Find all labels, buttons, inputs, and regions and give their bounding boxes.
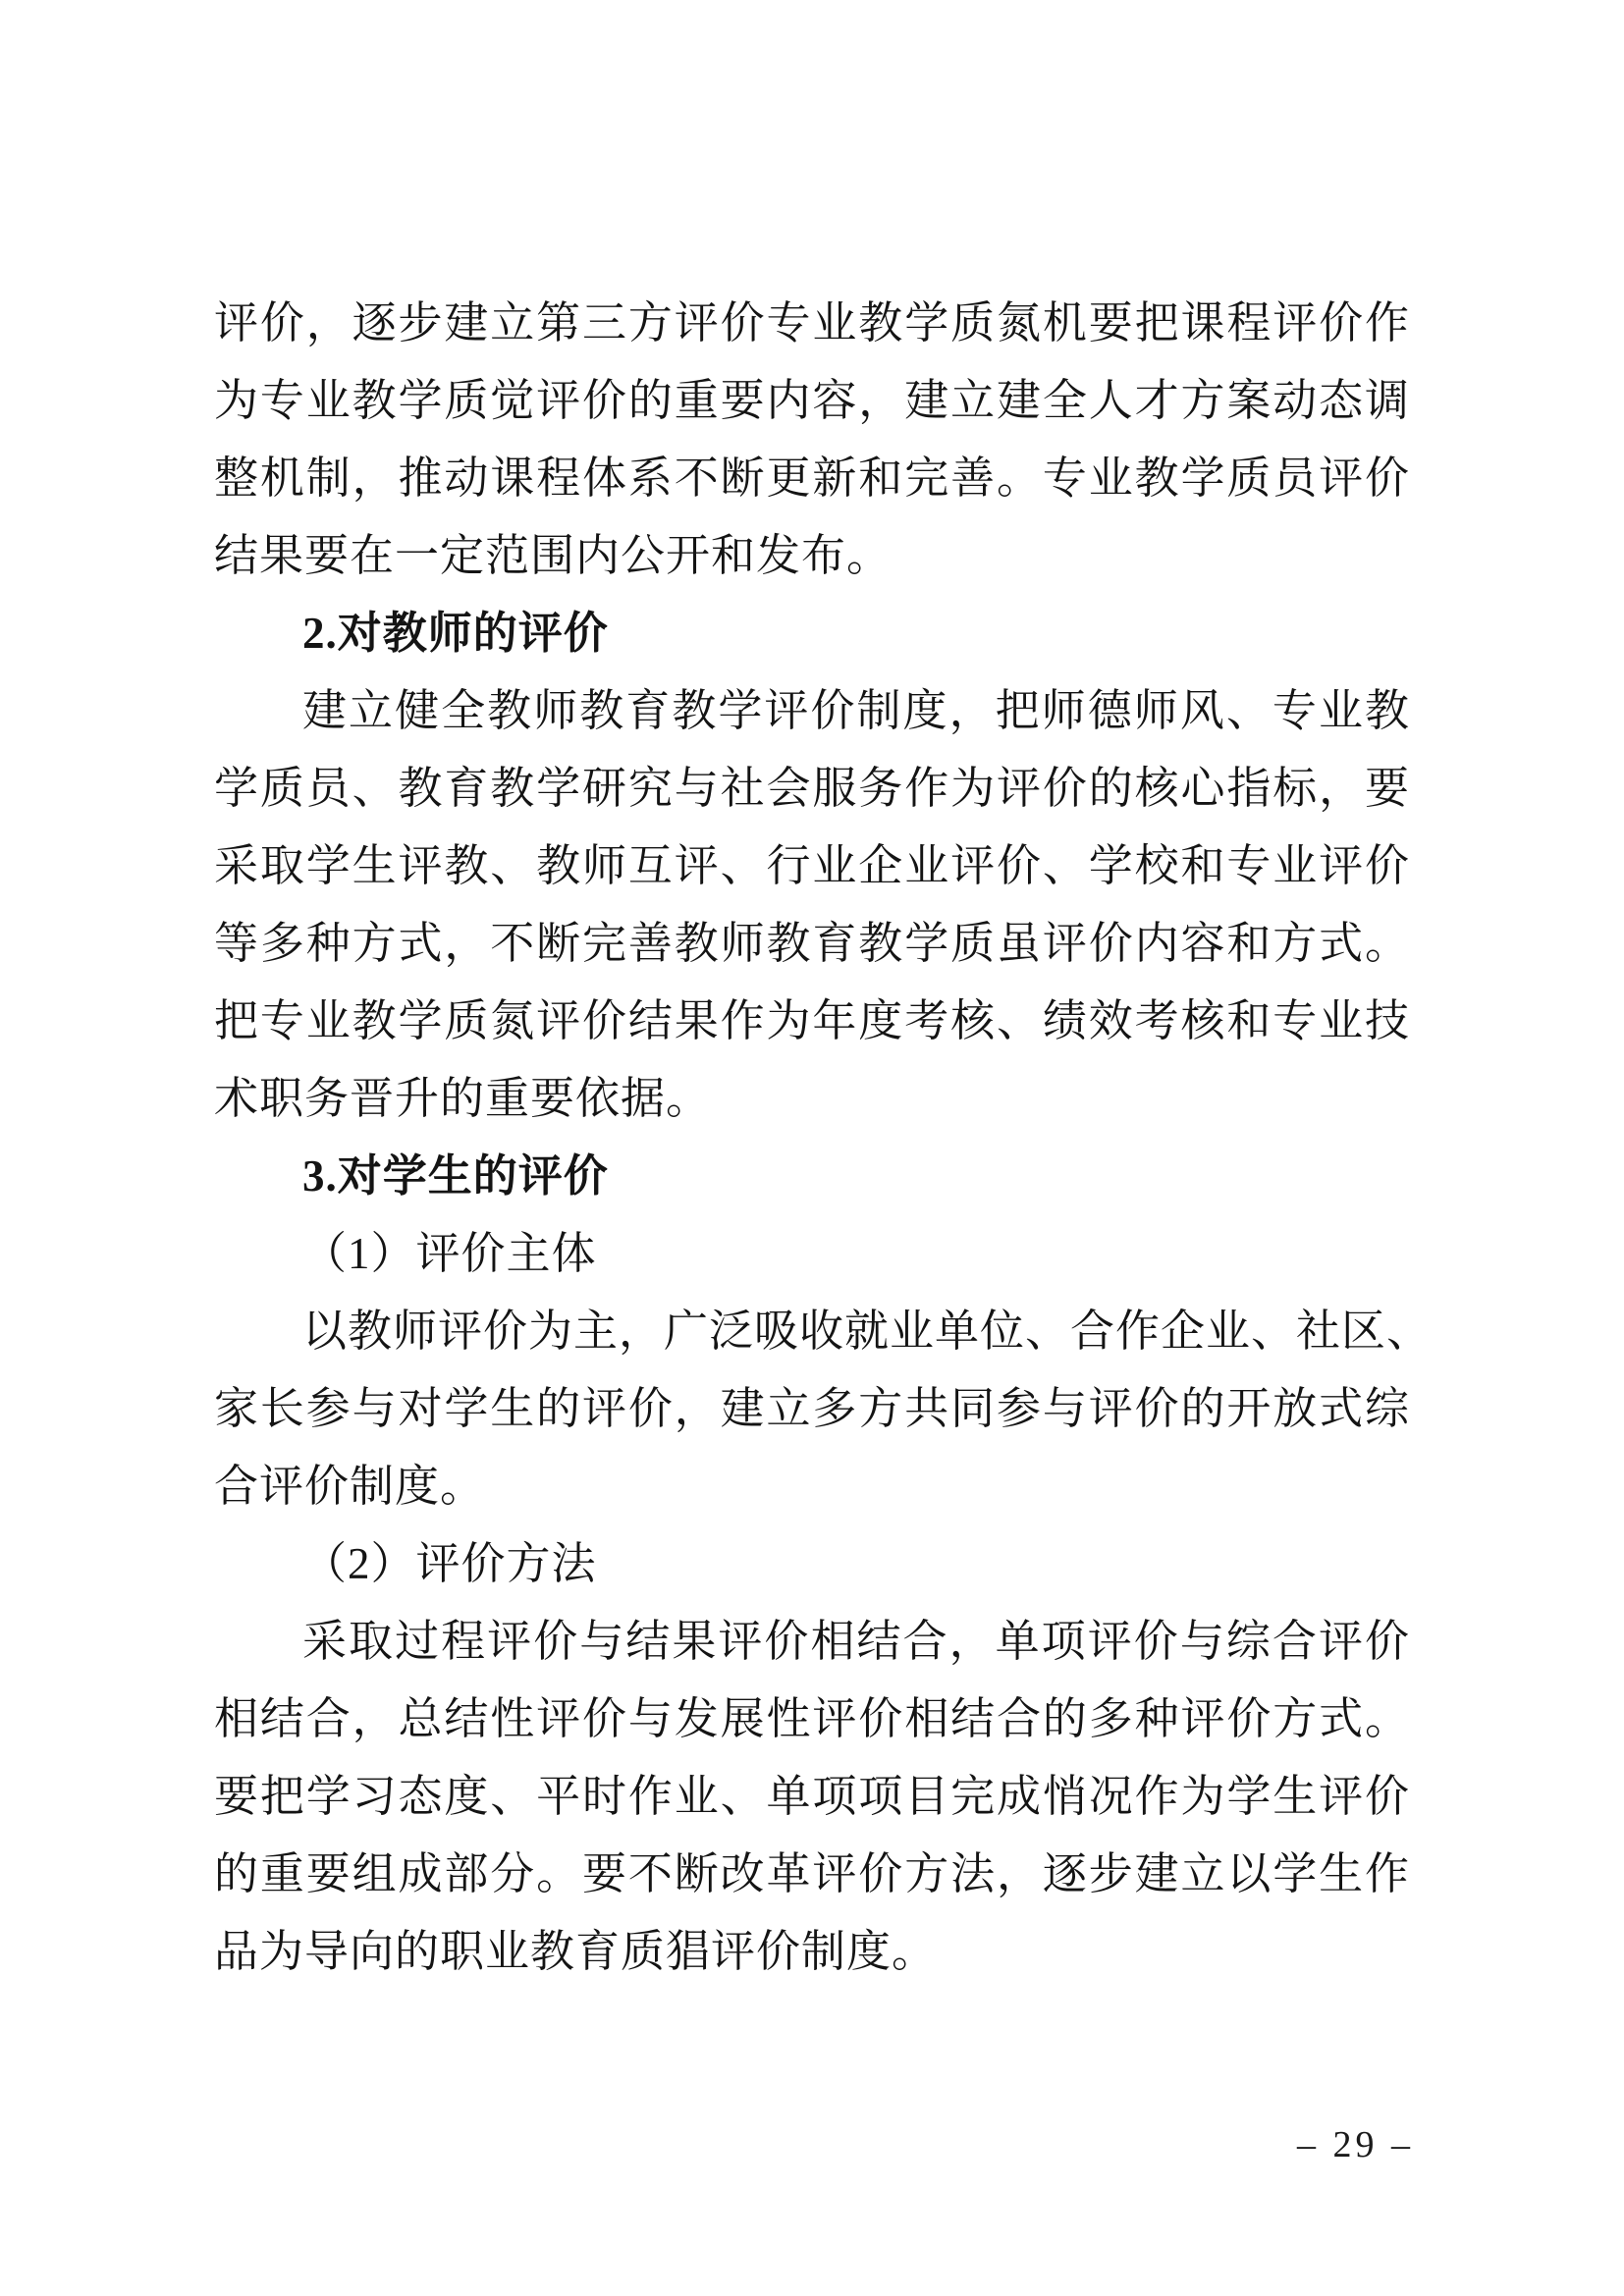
text-line: 家长参与对学生的评价，建立多方共同参与评价的开放式综 <box>214 1384 1410 1433</box>
text-line: 术职务晋升的重要依据。 <box>214 1074 712 1123</box>
text-line: 要把学习态度、平时作业、单项项目完成悄况作为学生评价 <box>214 1772 1410 1821</box>
heading-line: 3.对学生的评价 <box>302 1151 609 1201</box>
text-line: （2）评价方法 <box>302 1539 597 1588</box>
text-line: 评价，逐步建立第三方评价专业教学质氮机要把课程评价作 <box>214 298 1410 347</box>
text-line: 的重要组成部分。要不断改革评价方法，逐步建立以学生作 <box>214 1849 1410 1898</box>
text-line: 品为导向的职业教育质猖评价制度。 <box>214 1927 938 1976</box>
text-line: 建立健全教师教育教学评价制度，把师德师风、专业教 <box>302 686 1410 735</box>
text-line: 以教师评价为主，广泛吸收就业单位、合作企业、社区、 <box>302 1307 1433 1356</box>
heading-line: 2.对教师的评价 <box>302 609 609 658</box>
text-line: 结果要在一定范围内公开和发布。 <box>214 531 893 580</box>
document-body <box>214 285 1433 1991</box>
text-line: （1）评价主体 <box>302 1229 597 1278</box>
text-line: 采取过程评价与结果评价相结合，单项评价与综合评价 <box>302 1617 1410 1666</box>
text-line: 相结合，总结性评价与发展性评价相结合的多种评价方式。 <box>214 1694 1410 1743</box>
text-line: 采取学生评教、教师互评、行业企业评价、学校和专业评价 <box>214 841 1410 890</box>
text-line: 把专业教学质氮评价结果作为年度考核、绩效考核和专业技 <box>214 996 1410 1045</box>
text-line: 等多种方式，不断完善教师教育教学质虽评价内容和方式。 <box>214 919 1410 968</box>
text-line: 学质员、教育教学研究与社会服务作为评价的核心指标，要 <box>214 764 1410 813</box>
page-number: – 29 – <box>1297 2124 1414 2165</box>
text-line: 整机制，推动课程体系不断更新和完善。专业教学质员评价 <box>214 454 1410 503</box>
text-line: 为专业教学质觉评价的重要内容，建立建全人才方案动态调 <box>214 376 1410 425</box>
text-line: 合评价制度。 <box>214 1462 486 1511</box>
